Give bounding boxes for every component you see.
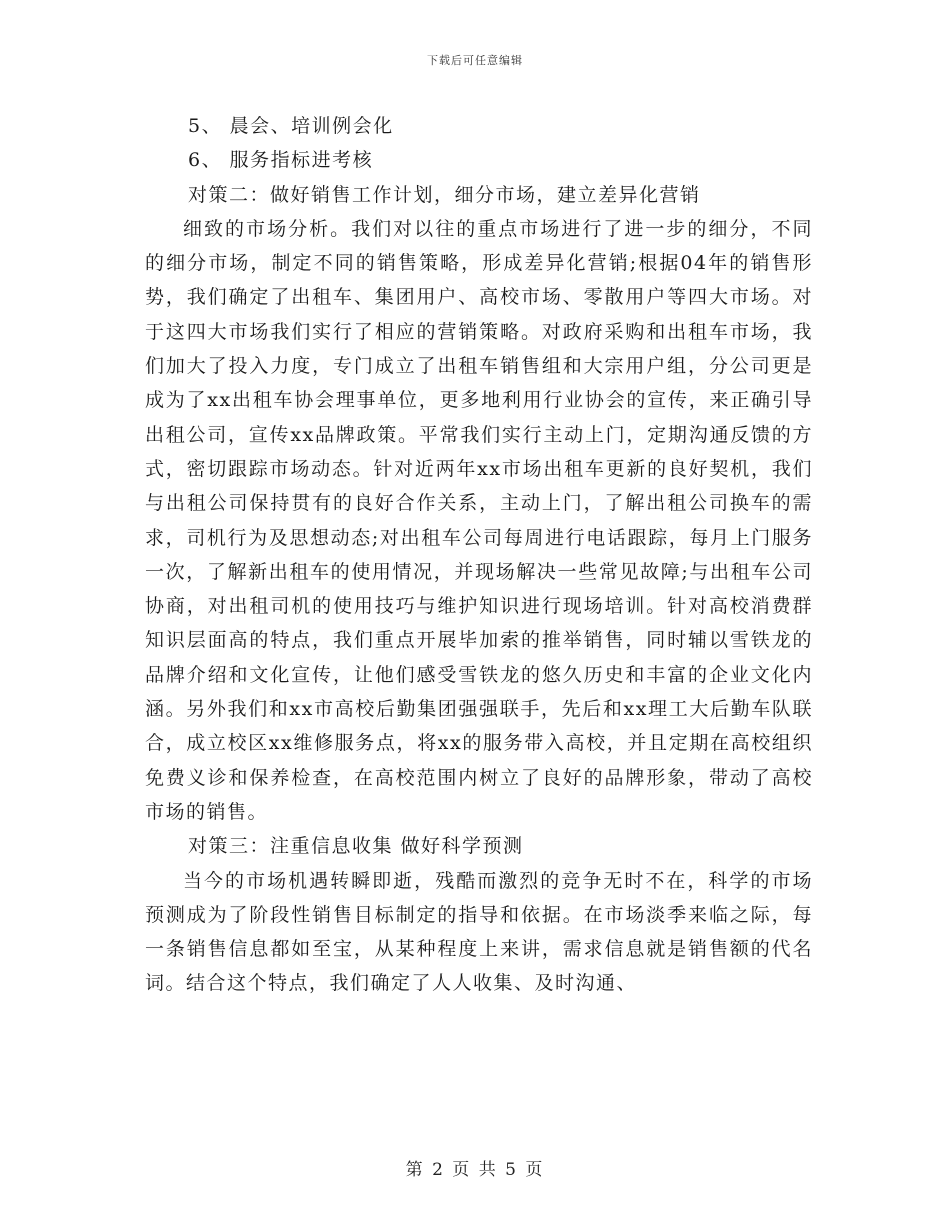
list-item-6: 6、 服务指标进考核 xyxy=(188,149,374,172)
section-heading-2: 对策二：做好销售工作计划，细分市场，建立差异化营销 xyxy=(188,183,701,206)
paragraph-market-analysis: 细致的市场分析。我们对以往的重点市场进行了进一步的细分，不同的细分市场，制定不同的销售策略，形成差异化营销;根据04年的销售形势，我们确定了出租车、集团用户、高校市场、零散用户等四大市场。对于这四大市场我们实行了相应的营销策略。对政府采购和出租车市场，我们加大了投入力度，专门成立了出租车销售组和大宗用户组，分公司更是成为了xx出租车协会理事单位，更多地利用行业协会的宣传，来正确引导出租公司，宣传xx品牌政策。平常我们实行主动上门，定期沟通反馈的方式，密切跟踪市场动态。针对近两年xx市场出租车更新的良好契机，我们与出租公司保持贯有的良好合作关系，主动上门，了解出租公司换车的需求，司机行为及思想动态;对出租车公司每周进行电话跟踪，每月上门服务一次，了解新出租车的使用情况，并现场解决一些常见故障;与出租车公司协商，对出租司机的使用技巧与维护知识进行现场培训。针对高校消费群知识层面高的特点，我们重点开展毕加索的推举销售，同时辅以雪铁龙的品牌介绍和文化宣传，让他们感受雪铁龙的悠久历史和丰富的企业文化内涵。另外我们和xx市高校后勤集团强强联手，先后和xx理工大后勤车队联合，成立校区xx维修服务点，将xx的服务带入高校，并且定期在高校组织免费义诊和保养检查，在高校范围内树立了良好的品牌形象，带动了高校市场的销售。 xyxy=(145,217,813,823)
header-note: 下载后可任意编辑 xyxy=(427,54,523,67)
paragraph-market-forecast: 当今的市场机遇转瞬即逝，残酷而激烈的竞争无时不在，科学的市场预测成为了阶段性销售目标制定的指导和依据。在市场淡季来临之际，每一条销售信息都如至宝，从某种程度上来讲，需求信息就是销售额的代名词。结合这个特点，我们确定了人人收集、及时沟通、 xyxy=(145,869,813,995)
document-body xyxy=(145,109,813,1001)
page-number: 第 2 页 共 5 页 xyxy=(405,1160,545,1180)
section-heading-3: 对策三：注重信息收集 做好科学预测 xyxy=(188,835,524,858)
list-item-5: 5、 晨会、培训例会化 xyxy=(188,115,394,137)
